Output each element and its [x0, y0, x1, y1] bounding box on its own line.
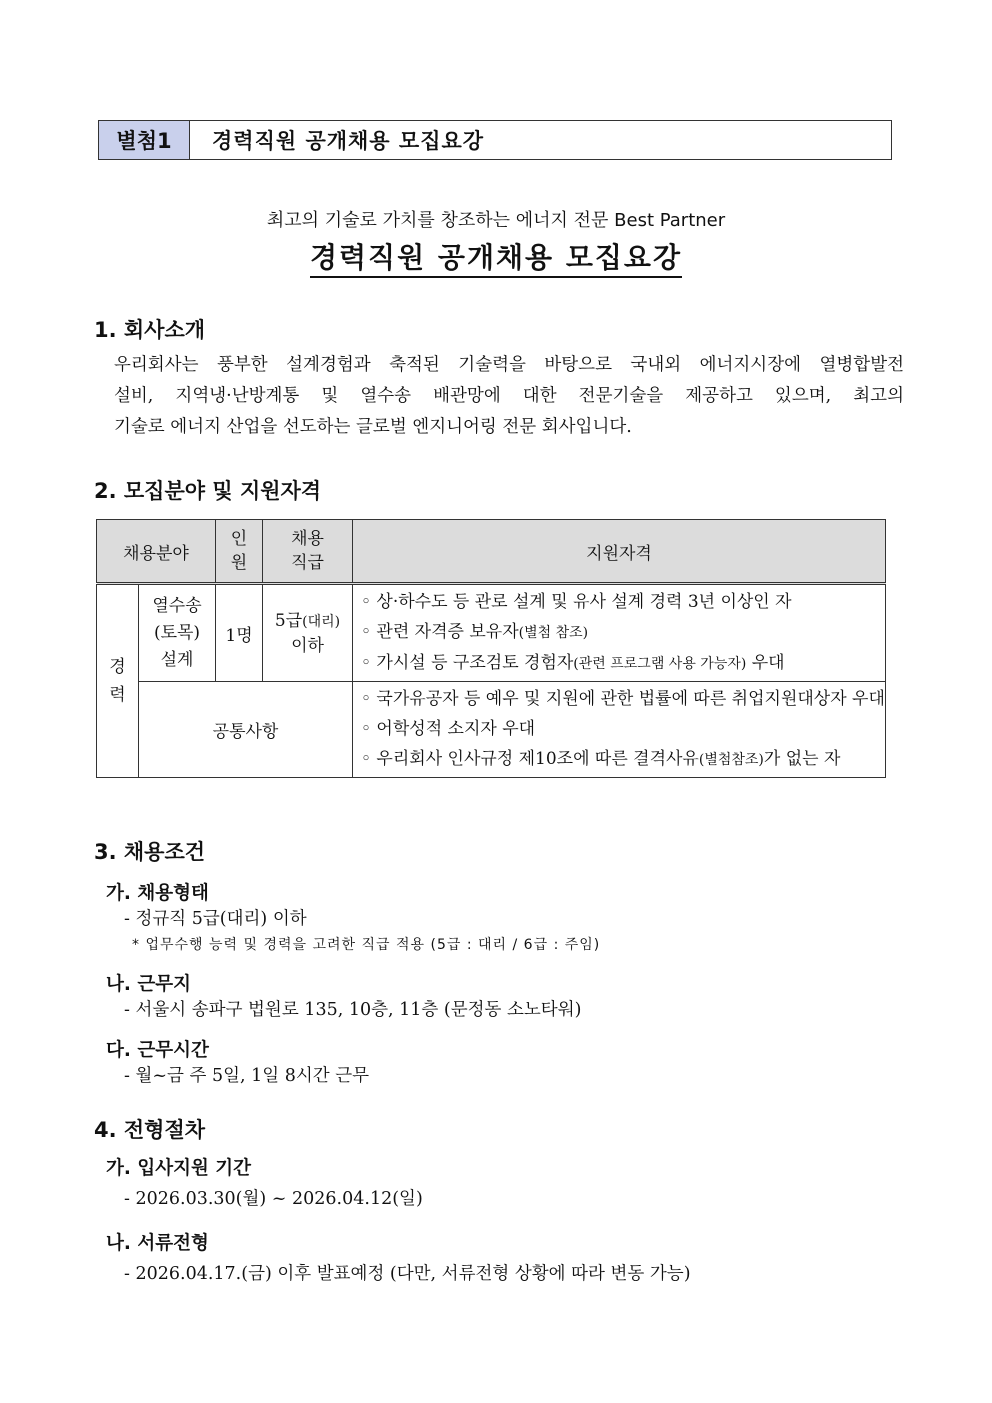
table-row	[97, 682, 886, 778]
common-items-cell	[353, 682, 886, 778]
field-cell: 열수송(토목)설계	[139, 584, 216, 682]
section1-line-3: 기술로 에너지 산업을 선도하는 글로벌 엔지니어링 전문 회사입니다.	[114, 417, 632, 437]
section1-body	[114, 350, 904, 443]
section4-b-item: - 2026.04.17.(금) 이후 발표예정 (다만, 서류전형 상황에 따라 변동 가능)	[124, 1264, 691, 1284]
section3-heading: 3. 채용조건	[94, 840, 206, 864]
section3-c-title: 다. 근무시간	[106, 1040, 209, 1061]
document-subtitle: 최고의 기술로 가치를 창조하는 에너지 전문 Best Partner	[266, 210, 726, 231]
qualification-item: ◦ 관련 자격증 보유자(별첨 참조)	[361, 622, 589, 642]
section1-line-1: 우리회사는 풍부한 설계경험과 축적된 기술력을 바탕으로 국내외 에너지시장에 열병합발전	[114, 355, 904, 375]
table-header-row	[97, 520, 886, 584]
section1-heading: 1. 회사소개	[94, 318, 206, 342]
document-title: 경력직원 공개채용 모집요강	[310, 241, 682, 278]
section3-a-item: - 정규직 5급(대리) 이하	[124, 909, 307, 929]
header-count: 인원	[216, 520, 263, 584]
category-cell: 경력	[97, 584, 139, 778]
common-item: ◦ 우리회사 인사규정 제10조에 따른 결격사유(별첨참조)가 없는 자	[361, 749, 841, 769]
section4-a-item: - 2026.03.30(월) ~ 2026.04.12(일)	[124, 1189, 423, 1209]
count-cell: 1명	[216, 584, 263, 682]
qualification-item: ◦ 가시설 등 구조검토 경험자(관련 프로그램 사용 가능자) 우대	[361, 653, 785, 673]
common-item: ◦ 어학성적 소지자 우대	[361, 719, 536, 739]
section4-b-title: 나. 서류전형	[106, 1233, 209, 1254]
attachment-title: 경력직원 공개채용 모집요강	[212, 129, 485, 153]
table-row	[97, 584, 886, 682]
common-item: ◦ 국가유공자 등 예우 및 지원에 관한 법률에 따른 취업지원대상자 우대	[361, 689, 885, 709]
requirements-table	[96, 519, 886, 778]
section3-b-item: - 서울시 송파구 법원로 135, 10층, 11층 (문정동 소노타워)	[124, 1000, 582, 1020]
section3-a-title: 가. 채용형태	[106, 883, 209, 904]
section1-line-2: 설비, 지역냉·난방계통 및 열수송 배관망에 대한 전문기술을 제공하고 있으며, 최고의	[114, 386, 904, 406]
section4-heading: 4. 전형절차	[94, 1118, 206, 1142]
header-grade: 채용직급	[263, 520, 353, 584]
qualification-item: ◦ 상·하수도 등 관로 설계 및 유사 설계 경력 3년 이상인 자	[361, 592, 792, 612]
grade-cell: 5급(대리) 이하	[263, 584, 353, 682]
attachment-header	[98, 120, 892, 160]
header-qualification: 지원자격	[353, 520, 886, 584]
section3-b-title: 나. 근무지	[106, 974, 191, 995]
qualification-cell	[353, 584, 886, 682]
header-field: 채용분야	[97, 520, 216, 584]
common-label-cell: 공통사항	[139, 682, 353, 778]
document-title-wrap	[0, 236, 992, 276]
section2-heading: 2. 모집분야 및 지원자격	[94, 479, 322, 503]
section3-c-item: - 월~금 주 5일, 1일 8시간 근무	[124, 1066, 370, 1086]
attachment-tag: 별첨1	[99, 121, 190, 159]
section3-a-note: * 업무수행 능력 및 경력을 고려한 직급 적용 (5급 : 대리 / 6급 : 주임)	[132, 937, 601, 953]
section4-a-title: 가. 입사지원 기간	[106, 1158, 252, 1179]
